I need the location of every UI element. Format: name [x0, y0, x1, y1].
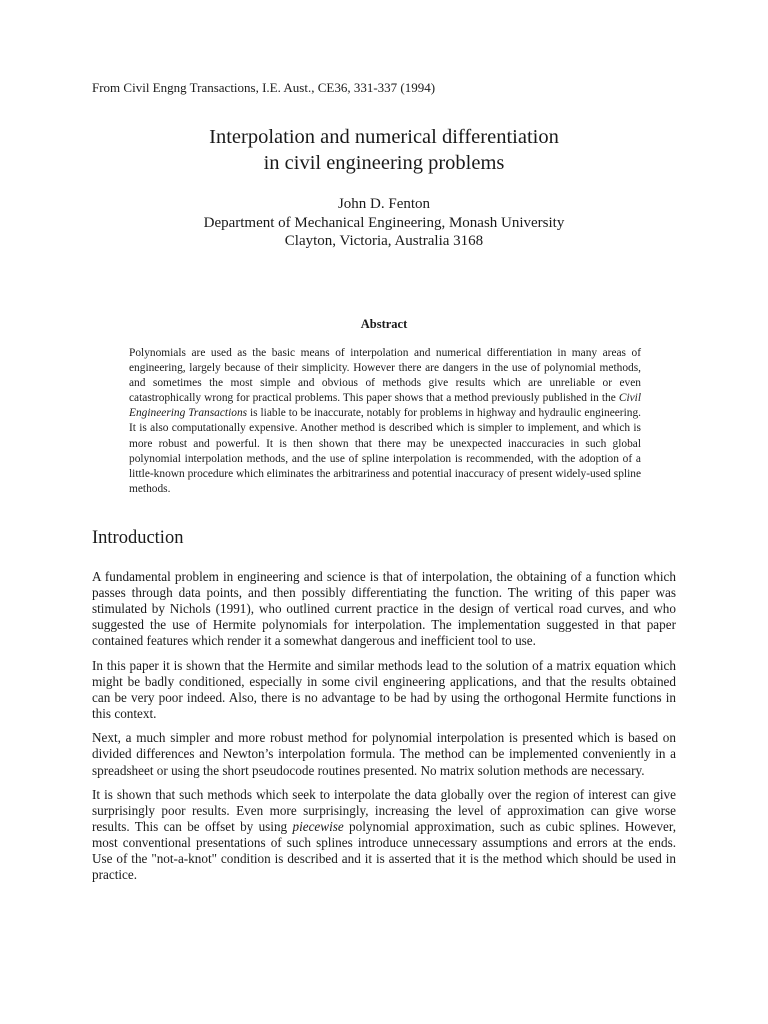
title-line-1: Interpolation and numerical differentiation [209, 126, 559, 148]
intro-p4-emphasis: piecewise [292, 819, 344, 835]
title-line-2: in civil engineering problems [263, 152, 505, 174]
section-heading-introduction: Introduction [92, 528, 184, 548]
introduction-body [92, 569, 676, 892]
intro-paragraph-2: In this paper it is shown that the Hermite and similar methods lead to the solution of a matrix equation which might be badly conditioned, especially in some civil engineering applications, and that the results obtained can be very poor indeed. Also, there is no advantage to be had by using the orthogonal Hermite functions in this context. [92, 657, 676, 721]
abstract-body [129, 346, 641, 497]
abstract-text-2: is liable to be inaccurate, notably for problems in highway and hydraulic engineering. It is also computationally expensive. Another method is described which is simpler to implement, and which is more robust and powerful. It is then shown that there may be unexpected inaccuracies in such global polynomial interpolation methods, and the use of spline interpolation is recommended, with the adoption of a little-known procedure which eliminates the arbitrariness and potential inaccuracy of present widely-used spline methods. [129, 407, 642, 495]
abstract-heading: Abstract [360, 317, 408, 331]
intro-paragraph-4 [92, 787, 676, 883]
paper-title [0, 124, 768, 176]
author-block [0, 195, 768, 251]
author-name: John D. Fenton [337, 196, 431, 212]
source-citation: From Civil Engng Transactions, I.E. Aust., CE36, 331-337 (1994) [92, 80, 436, 95]
intro-p4-text-1: It is shown that such methods which seek to interpolate the data globally over the region of interest can give surprisingly poor results. Even more surprisingly, increasing the level of approximation can give worse results. This can be offset by using [92, 787, 676, 835]
intro-paragraph-1: A fundamental problem in engineering and science is that of interpolation, the obtaining of a function which passes through data points, and then possibly differentiating the function. The writing of this paper was stimulated by Nichols (1991), who outlined current practice in the design of vertical road curves, and who suggested the use of Hermite polynomials for interpolation. The implementation suggested in that paper contained features which render it a somewhat dangerous and inefficient tool to use. [92, 569, 676, 649]
author-address: Clayton, Victoria, Australia 3168 [284, 233, 484, 249]
author-department: Department of Mechanical Engineering, Monash University [203, 214, 565, 231]
intro-p4-text-2: polynomial approximation, such as cubic splines. However, most conventional presentations of such splines introduce unnecessary assumptions and errors at the ends. Use of the "not-a-knot" condition is described and it is asserted that it is the method which should be used in practice. [92, 819, 676, 883]
abstract-text-1: Polynomials are used as the basic means of interpolation and numerical differentiation in many areas of engineering, largely because of their simplicity. However there are dangers in the use of polynomial methods, and sometimes the most simple and obvious of methods give results which are unreliable or even catastrophically wrong for practical problems. This paper shows that a method previously published in the [129, 347, 641, 405]
abstract-journal-name: Civil Engineering Transactions [129, 392, 641, 420]
intro-paragraph-3: Next, a much simpler and more robust method for polynomial interpolation is presented which is based on divided differences and Newton’s interpolation formula. The method can be implemented conveniently in a spreadsheet or using the short pseudocode routines presented. No matrix solution methods are necessary. [92, 730, 676, 778]
